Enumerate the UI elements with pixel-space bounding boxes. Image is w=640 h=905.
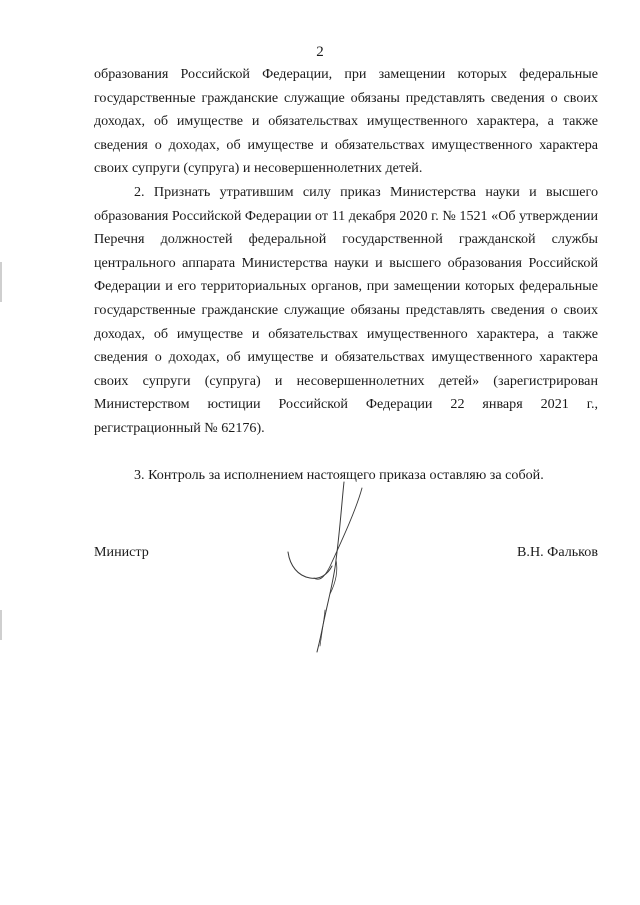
paragraph-text: 2. Признать утратившим силу приказ Министерства науки и высшего образования Российской Федерации от 11 декабря 2020 г. № 1521 «Об утверждении Перечня должностей федеральной государственной гражданской службы центрального аппарата Министерства науки и высшего образования Российской Федерации и его территориальных органов, при замещении которых федеральные государственные гражданские служащие обязаны представлять сведения о своих доходах, об имуществе и обязательствах имущественного характера, а также сведения о доходах, об имуществе и обязательствах имущественного характера своих супруги (супруга) и несовершеннолетних детей» (зарегистрирован Министерством юстиции Российской Федерации 22 января 2021 г., регистрационный № 62176). — [94, 184, 598, 436]
paragraph-text: образования Российской Федерации, при замещении которых федеральные государственные гражданские служащие обязаны представлять сведения о своих доходах, об имуществе и обязательствах имущественного характера, а также сведения о доходах, об имуществе и обязательствах имущественного характера своих супруги (супруга) и несовершеннолетних детей. — [94, 66, 598, 177]
scan-edge-mark — [0, 610, 2, 640]
handwritten-signature — [270, 470, 400, 660]
signatory-name: В.Н. Фальков — [517, 544, 598, 560]
page-number: 2 — [316, 44, 324, 60]
paragraph-2 — [94, 181, 598, 441]
paragraph-text: 3. Контроль за исполнением настоящего приказа оставляю за собой. — [134, 467, 544, 483]
signatory-title: Министр — [94, 544, 149, 560]
scan-edge-mark — [0, 262, 2, 302]
paragraph-continuation — [94, 63, 598, 181]
